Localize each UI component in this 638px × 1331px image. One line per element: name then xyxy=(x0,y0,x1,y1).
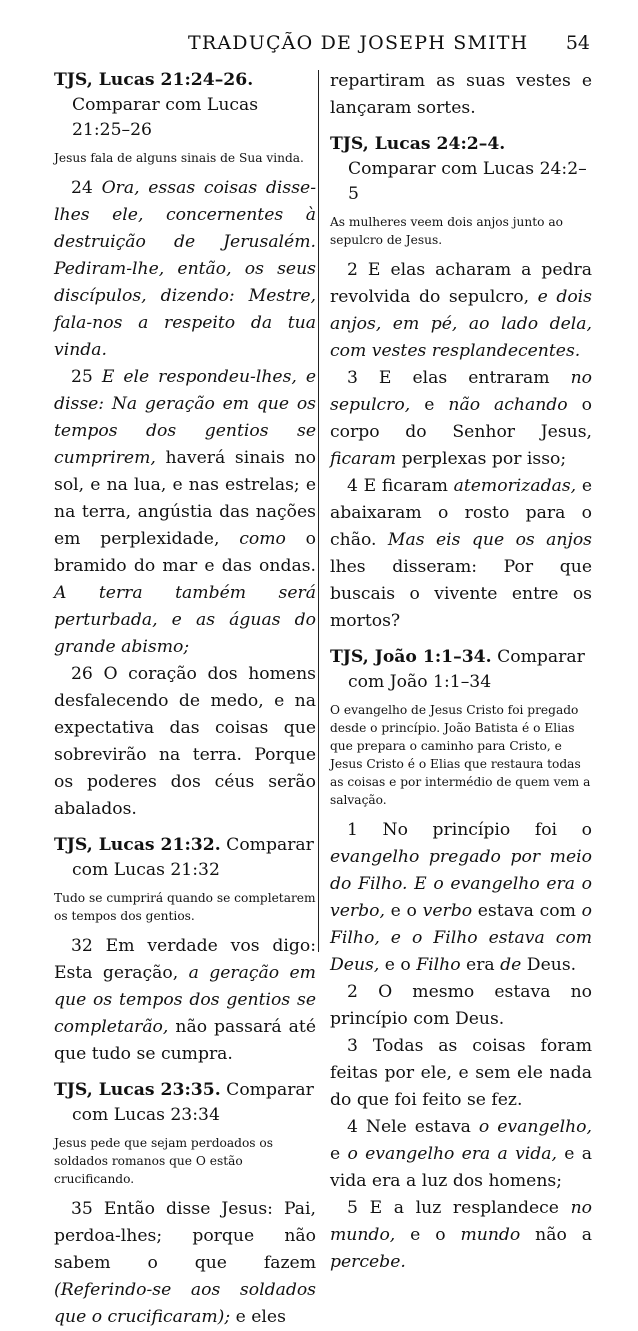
section-summary: O evangelho de Jesus Cristo foi pregado desde o princípio. João Batista é o Elias que prepara o caminho para Cristo, e Jesus Cristo é o Elias que restaura todas as coisas e por intermédio de quem vem a salvação. xyxy=(330,703,591,807)
compare-note: Comparar com Lucas 23:34 xyxy=(72,1080,314,1125)
page-number: 54 xyxy=(565,32,590,54)
verse-25: 25 E ele respondeu-lhes, e disse: Na geração em que os tempos dos gentios se cumprirem, haverá sinais no sol, e na lua, e nas estrelas; e na terra, angústia das nações em perplexidade, como o bramido do mar e das ondas. A terra também será perturbada, e as águas do grande abismo; xyxy=(54,367,316,657)
compare-note: Comparar com Lucas 24:2–5 xyxy=(348,159,587,204)
section-lucas-23-35 xyxy=(54,1078,316,1331)
section-joao-1-1-34 xyxy=(330,645,592,1276)
section-heading xyxy=(54,833,316,883)
scripture-reference: TJS, João 1:1–34. xyxy=(330,647,492,667)
section-summary: Jesus fala de alguns sinais de Sua vinda. xyxy=(54,151,304,165)
right-column xyxy=(330,68,592,1276)
section-heading xyxy=(54,1078,316,1128)
page-header xyxy=(0,32,638,60)
verse-1: 1 No princípio foi o evangelho pregado por meio do Filho. E o evangelho era o verbo, e o verbo estava com o Filho, e o Filho estava com Deus, e o Filho era de Deus. xyxy=(330,820,592,975)
compare-note: Comparar com Lucas 21:32 xyxy=(72,835,314,880)
section-summary: Jesus pede que sejam perdoados os soldados romanos que O estão crucificando. xyxy=(54,1136,274,1186)
running-title: TRADUÇÃO DE JOSEPH SMITH xyxy=(188,32,529,54)
column-divider xyxy=(318,70,319,952)
verse-35-continued: repartiram as suas vestes e lançaram sortes. xyxy=(330,71,592,118)
verse-2: 2 O mesmo estava no princípio com Deus. xyxy=(330,982,592,1029)
scripture-reference: TJS, Lucas 21:32. xyxy=(54,835,221,855)
scripture-reference: TJS, Lucas 23:35. xyxy=(54,1080,221,1100)
verse-26: 26 O coração dos homens desfalecendo de medo, e na expectativa das coisas que sobrevirão na terra. Porque os poderes dos céus serão abalados. xyxy=(54,664,316,819)
verse-4: 4 Nele estava o evangelho, e o evangelho era a vida, e a vida era a luz dos homens; xyxy=(330,1117,592,1191)
section-heading xyxy=(330,132,592,207)
section-summary: As mulheres veem dois anjos junto ao sepulcro de Jesus. xyxy=(330,215,563,247)
verse-3: 3 E elas entraram no sepulcro, e não achando o corpo do Senhor Jesus, ficaram perplexas por isso; xyxy=(330,368,592,469)
verse-32: 32 Em verdade vos digo: Esta geração, a geração em que os tempos dos gentios se completarão, não passará até que tudo se cumpra. xyxy=(54,936,316,1064)
scripture-reference: TJS, Lucas 21:24–26. xyxy=(54,70,254,90)
verse-4: 4 E ficaram atemorizadas, e abaixaram o rosto para o chão. Mas eis que os anjos lhes disseram: Por que buscais o vivente entre os mortos? xyxy=(330,476,592,631)
verse-24: 24 Ora, essas coisas disse-lhes ele, concernentes à destruição de Jerusalém. Pediram-lhe, então, os seus discípulos, dizendo: Mestre, fala-nos a respeito da tua vinda. xyxy=(54,178,316,360)
verse-35: 35 Então disse Jesus: Pai, perdoa-lhes; porque não sabem o que fazem (Referindo-se aos soldados que o crucificaram); e eles xyxy=(54,1199,316,1327)
verse-3: 3 Todas as coisas foram feitas por ele, e sem ele nada do que foi feito se fez. xyxy=(330,1036,592,1110)
verse-5: 5 E a luz resplandece no mundo, e o mundo não a percebe. xyxy=(330,1198,592,1272)
section-lucas-24-2-4 xyxy=(330,132,592,635)
compare-note: Comparar com Lucas 21:25–26 xyxy=(72,95,259,140)
verse-2: 2 E elas acharam a pedra revolvida do sepulcro, e dois anjos, em pé, ao lado dela, com vestes resplandecentes. xyxy=(330,260,592,361)
section-lucas-21-32 xyxy=(54,833,316,1068)
section-heading xyxy=(330,645,592,695)
section-heading xyxy=(54,68,316,143)
left-column xyxy=(54,68,316,1331)
section-summary: Tudo se cumprirá quando se completarem os tempos dos gentios. xyxy=(54,891,316,923)
compare-note: Comparar com João 1:1–34 xyxy=(348,647,585,692)
scripture-reference: TJS, Lucas 24:2–4. xyxy=(330,134,506,154)
